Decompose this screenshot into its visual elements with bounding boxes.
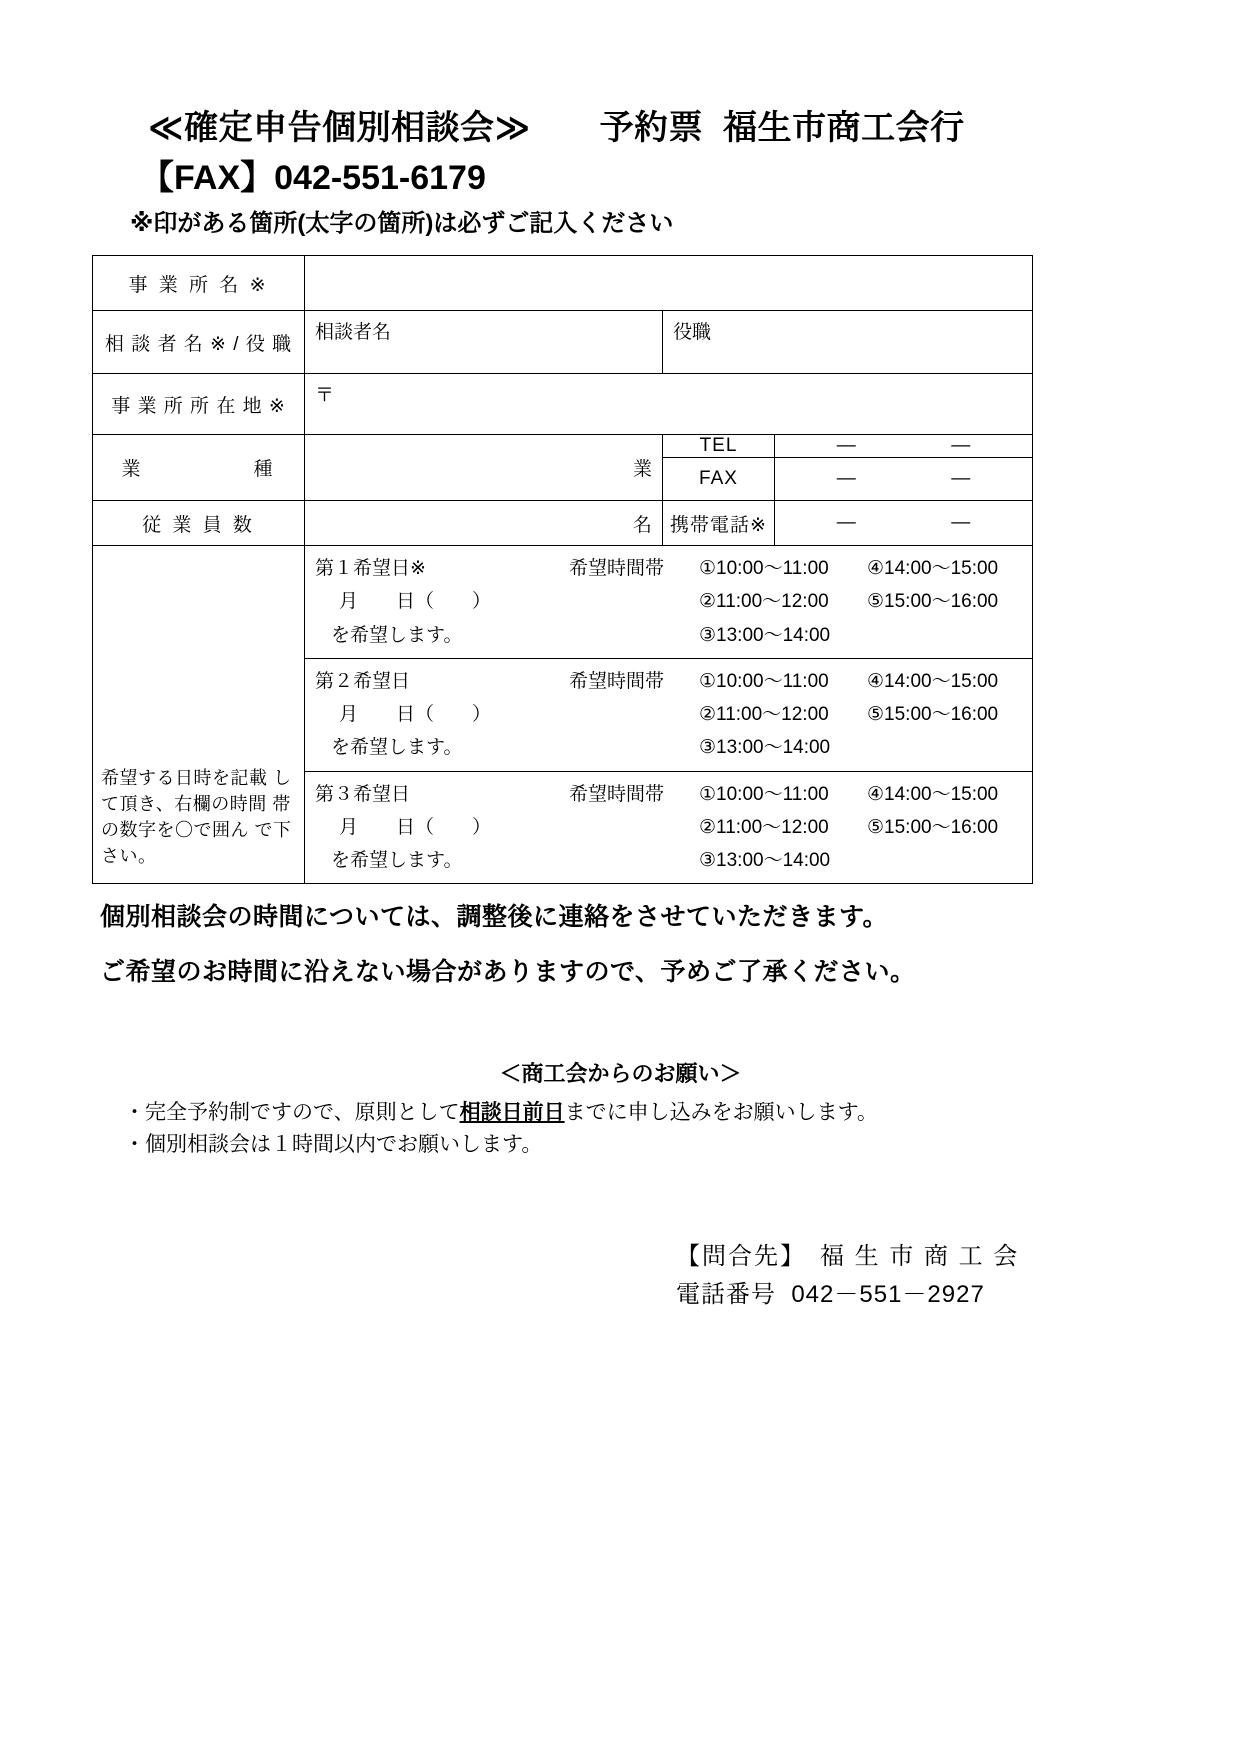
tel-dash-2: ―: [951, 435, 971, 456]
reservation-form-table: [92, 255, 1033, 884]
table-row-office-name: [93, 256, 1033, 311]
label-office-name: 事 業 所 名 ※: [93, 256, 305, 311]
wish-2-slot-4[interactable]: ④14:00～15:00: [867, 670, 999, 692]
label-mobile-phone: 携帯電話※: [663, 501, 775, 546]
wish-1-slot-2[interactable]: ②11:00～12:00: [699, 591, 829, 613]
industry-unit-label: 業: [632, 459, 652, 480]
label-fax: FAX: [663, 458, 775, 501]
input-tel[interactable]: [775, 435, 1033, 458]
fax-number-heading: 【FAX】042-551-6179: [140, 159, 486, 197]
input-consultant-name[interactable]: [305, 311, 663, 374]
wish-1-band-label: 希望時間帯: [569, 558, 665, 579]
wish-2-title: 第２希望日: [315, 670, 411, 692]
table-row-wish-1: [93, 546, 1033, 659]
instruction-text: 希望する日時を記載 して頂き、右欄の時間 帯の数字を〇で囲ん で下さい。: [101, 767, 292, 867]
notice-line-1: 個別相談会の時間については、調整後に連絡をさせていただきます。: [100, 903, 889, 931]
wish-2-closing: を希望します。: [331, 737, 463, 759]
instruction-cell: [93, 546, 305, 884]
label-employee-count: 従 業 員 数: [93, 501, 305, 546]
required-fields-note: ※印がある箇所(太字の箇所)は必ずご記入ください: [130, 210, 674, 237]
wish-2-slot-5[interactable]: ⑤15:00～16:00: [867, 704, 999, 725]
mobile-dash-1: ―: [836, 512, 856, 533]
fax-dash-1: ―: [836, 468, 856, 489]
wish-3-slot-5[interactable]: ⑤15:00～16:00: [867, 816, 999, 838]
wish-3-slot-4[interactable]: ④14:00～15:00: [867, 783, 999, 805]
label-consultant-name-position: 相 談 者 名 ※ / 役 職: [93, 311, 305, 374]
wish-2-slot-1[interactable]: ①10:00～11:00: [699, 670, 829, 692]
request-item-1: [124, 1096, 878, 1126]
request-section-title: ＜商工会からのお願い＞: [499, 1061, 742, 1086]
employee-unit-label: 名: [632, 514, 652, 536]
table-row-employees-mobile: [93, 501, 1033, 546]
wish-1-date-line[interactable]: 月 日（ ）: [339, 591, 492, 613]
wish-1-title: 第１希望日※: [315, 558, 426, 579]
sublabel-position: 役職: [673, 322, 712, 343]
wish-2-date-line[interactable]: 月 日（ ）: [339, 704, 492, 725]
request-item-1-pre: ・完全予約制ですので、原則として: [124, 1101, 460, 1124]
wish-1-slot-1[interactable]: ①10:00～11:00: [699, 558, 829, 579]
table-row-consultant: [93, 311, 1033, 374]
input-office-name[interactable]: [305, 256, 1033, 311]
input-mobile-phone[interactable]: [775, 501, 1033, 546]
postal-mark-icon: 〒: [315, 385, 335, 406]
table-row-industry-tel: [93, 435, 1033, 458]
wish-2-slot-2[interactable]: ②11:00～12:00: [699, 704, 829, 725]
request-item-2: ・個別相談会は１時間以内でお願いします。: [124, 1133, 543, 1156]
table-row-address: [93, 374, 1033, 435]
label-tel: TEL: [663, 435, 775, 458]
contact-phone: 電話番号 042－551－2927: [676, 1281, 985, 1308]
wish-2-band-label: 希望時間帯: [569, 670, 665, 692]
wish-3-slot-1[interactable]: ①10:00～11:00: [699, 783, 829, 805]
wish-3-date-line[interactable]: 月 日（ ）: [339, 816, 492, 838]
wish-2-slot-3[interactable]: ③13:00～14:00: [699, 737, 831, 759]
input-employee-count[interactable]: [305, 501, 663, 546]
contact-organization: 【問合先】 福 生 市 商 工 会: [676, 1243, 1020, 1270]
input-fax[interactable]: [775, 458, 1033, 501]
wish-3-title: 第３希望日: [315, 783, 411, 805]
wish-block-2[interactable]: [305, 658, 1033, 771]
wish-3-band-label: 希望時間帯: [569, 783, 665, 805]
notice-line-2: ご希望のお時間に沿えない場合がありますので、予めご了承ください。: [100, 958, 916, 986]
wish-3-slot-3[interactable]: ③13:00～14:00: [699, 850, 831, 871]
mobile-dash-2: ―: [951, 512, 971, 533]
sublabel-consultant-name: 相談者名: [315, 322, 392, 343]
wish-1-slot-4[interactable]: ④14:00～15:00: [867, 558, 999, 579]
wish-3-closing: を希望します。: [331, 850, 463, 871]
wish-1-slot-5[interactable]: ⑤15:00～16:00: [867, 591, 999, 613]
input-position[interactable]: [663, 311, 1033, 374]
label-industry: 業 種: [93, 435, 305, 501]
wish-3-slot-2[interactable]: ②11:00～12:00: [699, 816, 829, 838]
tel-dash-1: ―: [836, 435, 856, 456]
wish-1-closing: を希望します。: [331, 624, 463, 646]
input-office-address[interactable]: [305, 374, 1033, 435]
input-industry[interactable]: [305, 435, 663, 501]
wish-block-3[interactable]: [305, 771, 1033, 884]
request-item-1-emphasis: 相談日前日: [459, 1101, 565, 1124]
wish-1-slot-3[interactable]: ③13:00～14:00: [699, 624, 831, 646]
label-office-address: 事 業 所 所 在 地 ※: [93, 374, 305, 435]
request-item-1-post: までに申し込みをお願いします。: [564, 1101, 878, 1124]
wish-block-1[interactable]: [305, 546, 1033, 659]
fax-dash-2: ―: [951, 468, 971, 489]
page-title: ≪確定申告個別相談会≫ 予約票 福生市商工会行: [148, 109, 965, 147]
